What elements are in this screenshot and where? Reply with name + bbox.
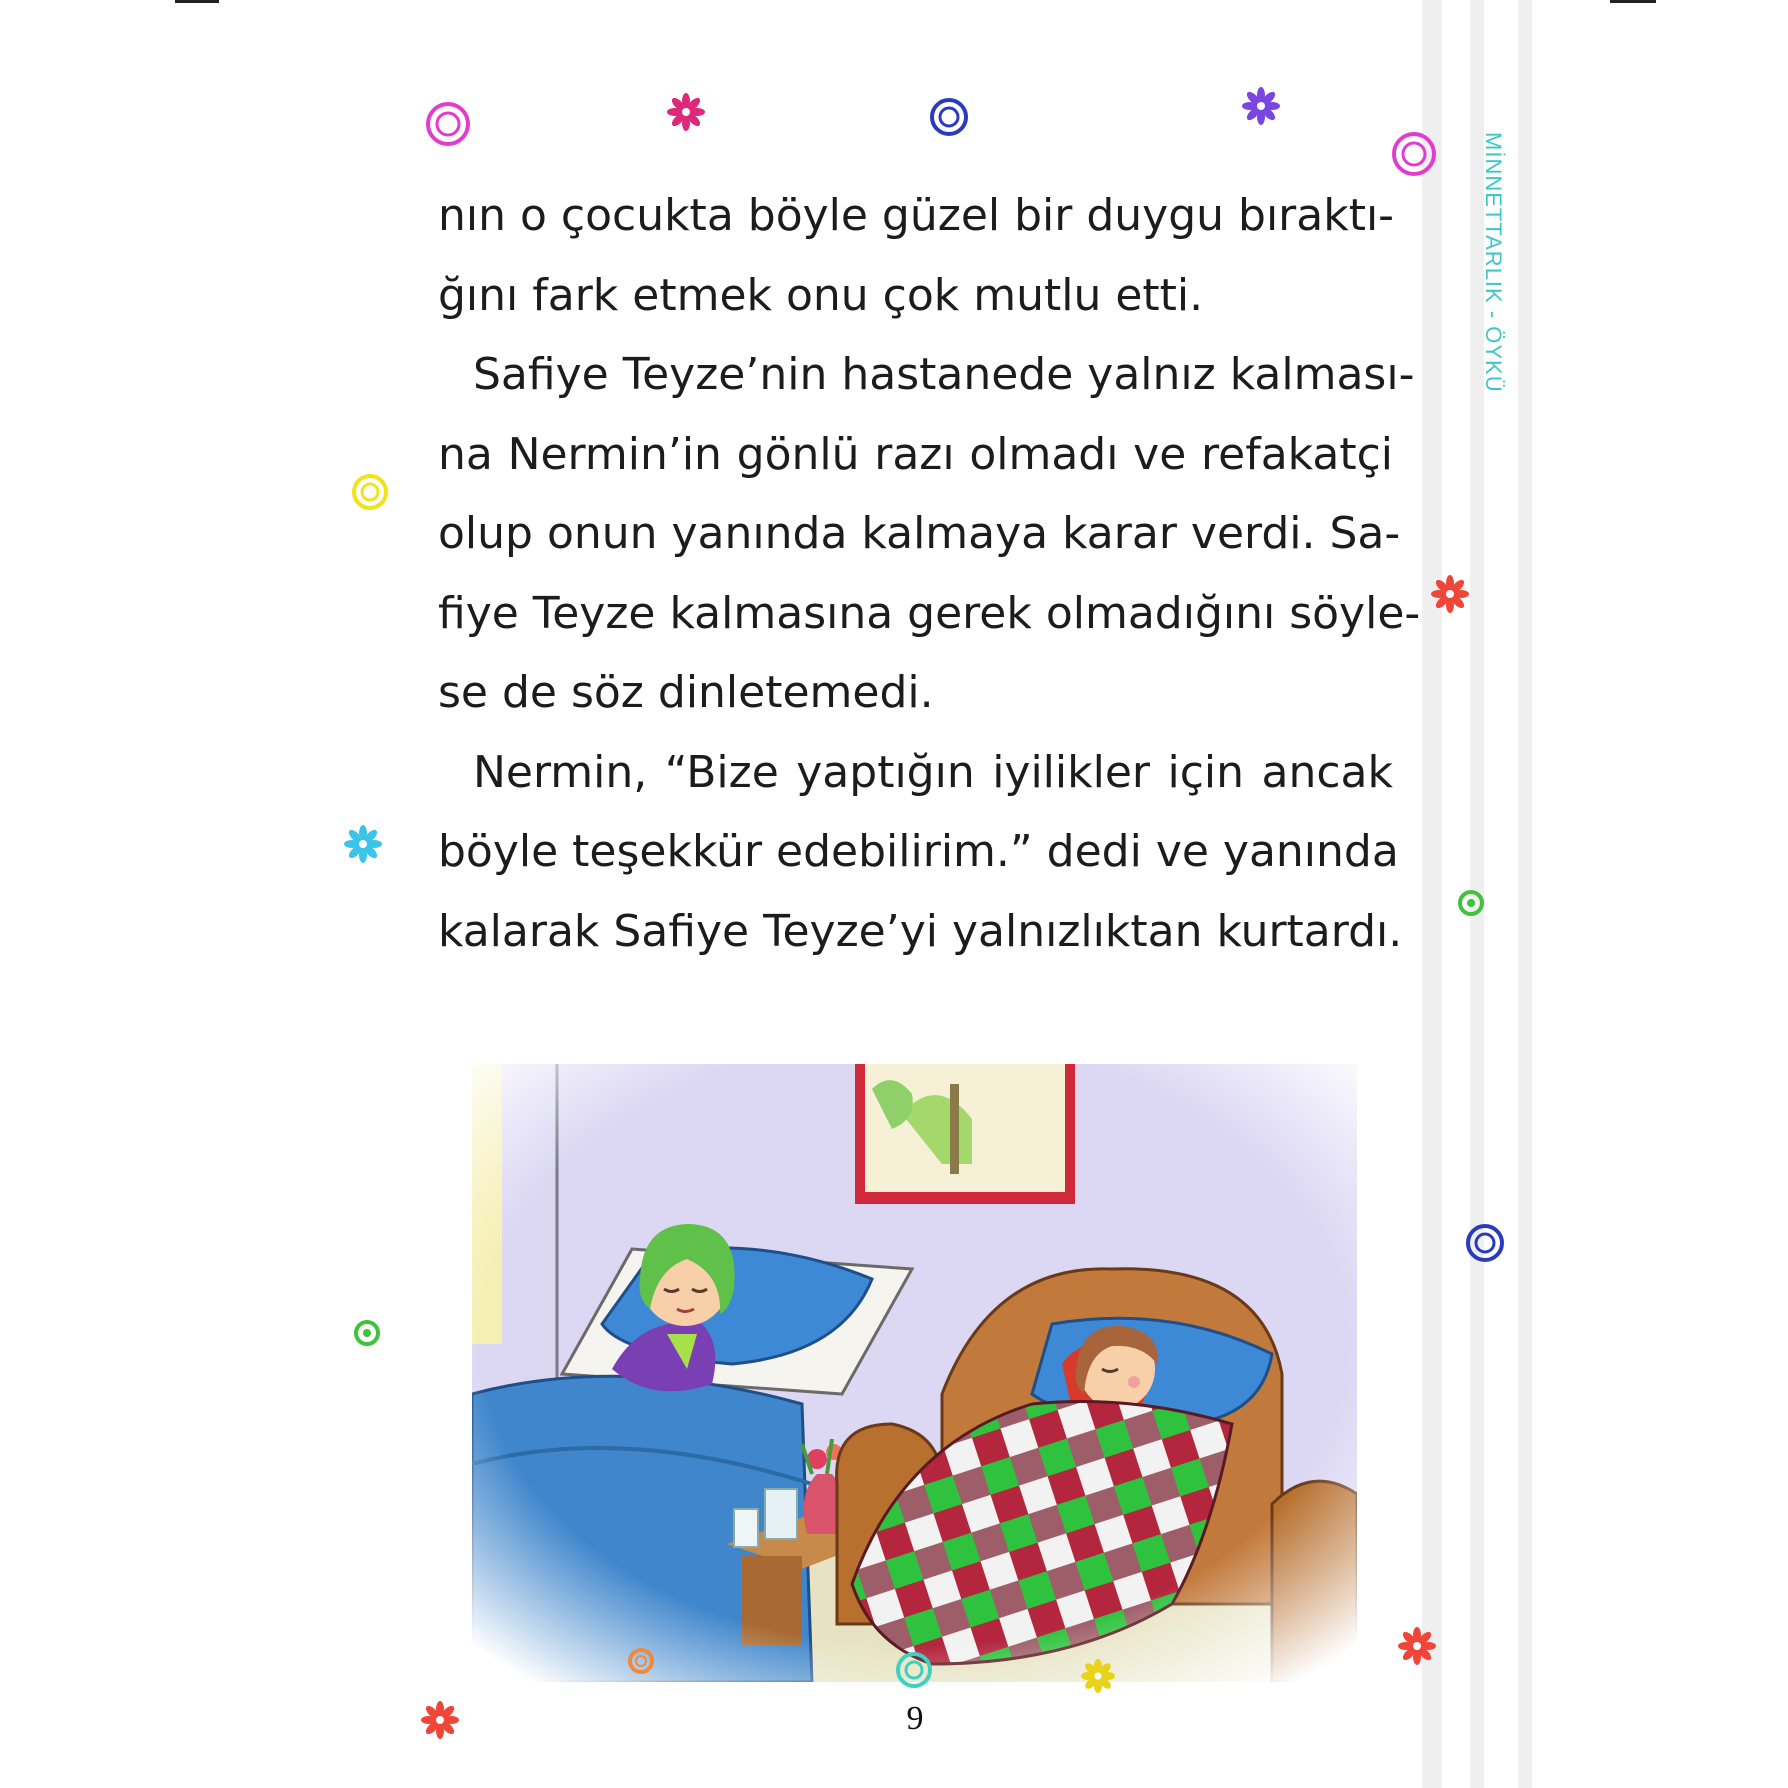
text-line: fiye Teyze kalmasına gerek olmadığını söyle- bbox=[438, 587, 1421, 639]
margin-stripe bbox=[1518, 0, 1532, 1788]
flower-icon bbox=[420, 1700, 460, 1740]
ring-icon bbox=[352, 1318, 382, 1348]
flower-icon bbox=[1397, 1626, 1437, 1666]
side-section-label: MİNNETTARLIK - ÖYKÜ bbox=[1481, 132, 1506, 393]
text-line: Nermin, “Bize yaptığın iyilikler için ancak bbox=[473, 746, 1393, 798]
crop-mark-right bbox=[1610, 0, 1656, 3]
paragraph bbox=[438, 733, 1403, 972]
hospital-room-illustration bbox=[472, 1064, 1357, 1682]
text-line: böyle teşekkür edebilirim.” dedi ve yanında bbox=[438, 826, 1399, 877]
page-number: 9 bbox=[906, 1700, 924, 1737]
ring-icon bbox=[928, 96, 970, 138]
ring-icon bbox=[350, 472, 390, 512]
ring-icon bbox=[626, 1646, 656, 1676]
text-line: ğını fark etmek onu çok mutlu etti. bbox=[438, 269, 1204, 321]
text-line: nın o çocukta böyle güzel bir duygu bıraktı- bbox=[438, 190, 1395, 241]
ring-icon bbox=[424, 100, 472, 148]
ring-icon bbox=[894, 1650, 934, 1690]
flower-icon bbox=[1080, 1658, 1116, 1694]
text-line: kalarak Safiye Teyze’yi yalnızlıktan kurtardı. bbox=[438, 905, 1403, 957]
margin-stripe bbox=[1422, 0, 1442, 1788]
flower-icon bbox=[1241, 86, 1281, 126]
text-line: Safiye Teyze’nin hastanede yalnız kalması- bbox=[473, 349, 1415, 400]
crop-mark-left bbox=[175, 0, 219, 3]
paragraph bbox=[438, 176, 1393, 335]
story-text bbox=[438, 176, 1421, 971]
text-line: se de söz dinletemedi. bbox=[438, 667, 934, 718]
paragraph bbox=[438, 335, 1421, 733]
ring-icon bbox=[1464, 1222, 1506, 1264]
ring-icon bbox=[1456, 888, 1486, 918]
ring-icon bbox=[1390, 130, 1438, 178]
text-line: olup onun yanında kalmaya karar verdi. Sa- bbox=[438, 508, 1401, 559]
flower-icon bbox=[343, 824, 383, 864]
flower-icon bbox=[666, 92, 706, 132]
text-line: na Nermin’in gönlü razı olmadı ve refakatçi bbox=[438, 428, 1393, 480]
flower-icon bbox=[1430, 574, 1470, 614]
